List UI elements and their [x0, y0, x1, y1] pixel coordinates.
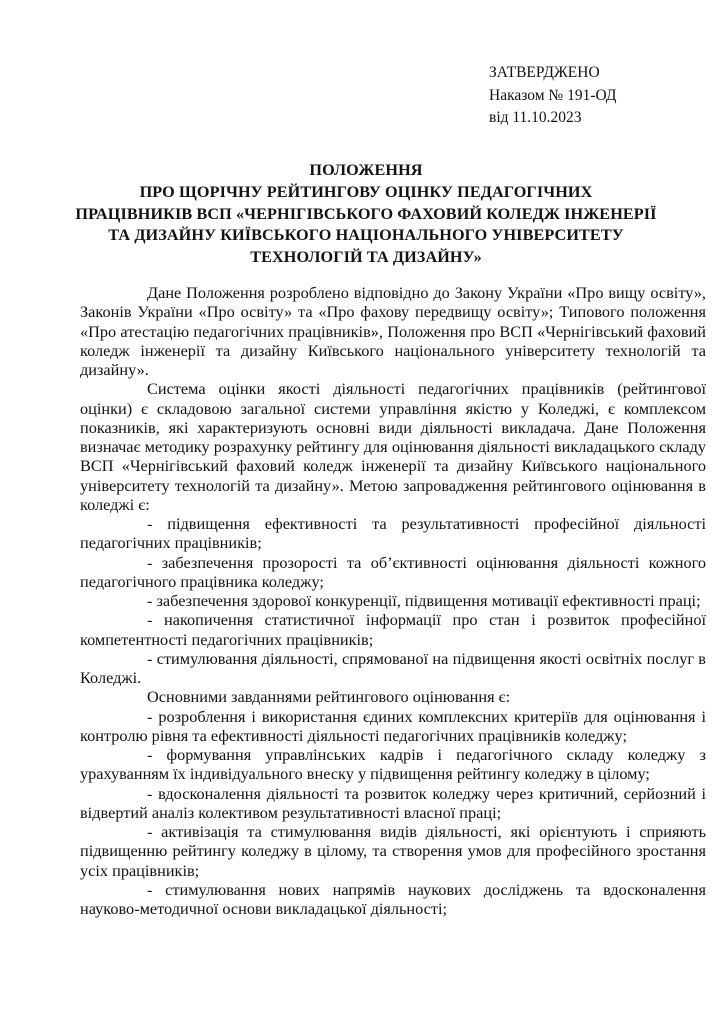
title-line: ПРО ЩОРІЧНУ РЕЙТИНГОВУ ОЦІНКУ ПЕДАГОГІЧНИХ	[139, 182, 593, 201]
title-line: ТЕХНОЛОГІЙ ТА ДИЗАЙНУ»	[250, 248, 482, 267]
paragraph-system: Система оцінки якості діяльності педагогічних працівників (рейтингової оцінки) є складовою загальної системи управління якістю у Коледжі, є комплексом показників, які характеризують основні види діяльності викладача. Дане Положення визначає методику розрахунку рейтингу для оцінювання діяльності викладацького складу ВСП «Чернігівський фаховий коледж інженерії та дизайну Київського національного університету технологій та дизайну». Метою запровадження рейтингового оцінювання в коледжі є:	[80, 379, 706, 514]
goal-item: - накопичення статистичної інформації про стан і розвиток професійної компетентності педагогічних працівників;	[80, 610, 706, 649]
paragraph-tasks-heading: Основними завданнями рейтингового оцінювання є:	[147, 687, 511, 707]
task-item: - стимулювання нових напрямів наукових досліджень та вдосконалення науково-методичної основи викладацької діяльності;	[80, 879, 706, 918]
approval-word: ЗАТВЕРДЖЕНО	[489, 64, 600, 81]
goal-item: - підвищення ефективності та результативності професійної діяльності педагогічних працівників;	[80, 514, 706, 553]
title-line: ПРАЦІВНИКІВ ВСП «ЧЕРНІГІВСЬКОГО ФАХОВИЙ КОЛЕДЖ ІНЖЕНЕРІЇ	[75, 204, 657, 223]
title-line: ПОЛОЖЕННЯ	[309, 161, 423, 179]
goal-item: - забезпечення здорової конкуренції, підвищення мотивації ефективності праці;	[147, 591, 701, 610]
goal-item: - забезпечення прозорості та об’єктивності оцінювання діяльності кожного педагогічного працівника коледжу;	[80, 552, 706, 591]
document-title	[26, 160, 706, 269]
approval-order-number: Наказом № 191-ОД	[489, 86, 617, 104]
goal-item: - стимулювання діяльності, спрямованої на підвищення якості освітніх послуг в Коледжі.	[80, 648, 706, 687]
approval-date: від 11.10.2023	[489, 109, 582, 127]
approval-stamp	[489, 62, 617, 130]
task-item: - вдосконалення діяльності та розвиток коледжу через критичний, серйозний і відвертий аналіз колективом результативності власної праці;	[80, 783, 706, 822]
paragraph-intro: Дане Положення розроблено відповідно до Закону України «Про вищу освіту», Законів України «Про освіту» та «Про фахову передвищу освіту»; Типового положення «Про атестацію педагогічних працівників», Положення про ВСП «Чернігівський фаховий коледж інженерії та дизайну Київського національного університету технологій та дизайну».	[80, 283, 706, 379]
task-item: - розроблення і використання єдиних комплексних критеріїв для оцінювання і контролю рівня та ефективності діяльності педагогічних працівників коледжу;	[80, 706, 706, 745]
document-body	[80, 283, 706, 918]
task-item: - формування управлінських кадрів і педагогічного складу коледжу з урахуванням їх індивідуального внеску у підвищення рейтингу коледжу в цілому;	[80, 745, 706, 784]
title-line: ТА ДИЗАЙНУ КИЇВСЬКОГО НАЦІОНАЛЬНОГО УНІВЕРСИТЕТУ	[108, 226, 624, 245]
task-item: - активізація та стимулювання видів діяльності, які орієнтують і сприяють підвищенню рейтингу коледжу в цілому, та створення умов для професійного зростання усіх працівників;	[80, 822, 706, 880]
